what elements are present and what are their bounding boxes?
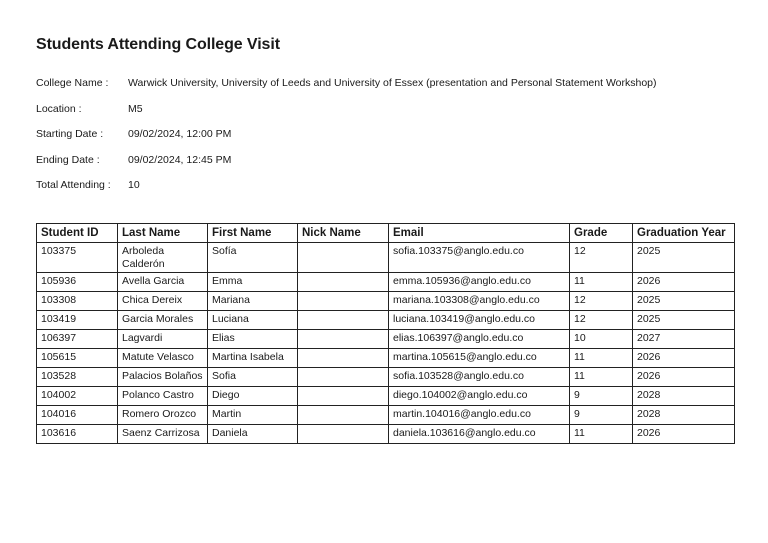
- table-row: [37, 243, 735, 273]
- cell-student-id: 103528: [37, 368, 118, 387]
- table-row: [37, 349, 735, 368]
- cell-graduation-year: 2026: [633, 425, 735, 444]
- cell-nick-name: [298, 387, 389, 406]
- cell-nick-name: [298, 406, 389, 425]
- cell-graduation-year: 2028: [633, 406, 735, 425]
- cell-last-name: Chica Dereix: [118, 292, 208, 311]
- cell-graduation-year: 2026: [633, 349, 735, 368]
- cell-email: martin.104016@anglo.edu.co: [389, 406, 570, 425]
- cell-nick-name: [298, 349, 389, 368]
- meta-value: M5: [128, 102, 143, 115]
- cell-first-name: Emma: [208, 273, 298, 292]
- cell-last-name: Arboleda Calderón: [118, 243, 208, 273]
- cell-grade: 11: [570, 368, 633, 387]
- cell-student-id: 103308: [37, 292, 118, 311]
- cell-student-id: 105615: [37, 349, 118, 368]
- cell-student-id: 106397: [37, 330, 118, 349]
- cell-first-name: Mariana: [208, 292, 298, 311]
- table-row: [37, 273, 735, 292]
- cell-email: sofia.103375@anglo.edu.co: [389, 243, 570, 273]
- cell-grade: 11: [570, 425, 633, 444]
- cell-graduation-year: 2028: [633, 387, 735, 406]
- cell-last-name: Romero Orozco: [118, 406, 208, 425]
- cell-graduation-year: 2026: [633, 273, 735, 292]
- cell-graduation-year: 2025: [633, 311, 735, 330]
- cell-email: elias.106397@anglo.edu.co: [389, 330, 570, 349]
- cell-email: luciana.103419@anglo.edu.co: [389, 311, 570, 330]
- table-row: [37, 406, 735, 425]
- meta-value: Warwick University, University of Leeds and University of Essex (presentation and Personal Statement Workshop): [128, 77, 657, 89]
- cell-first-name: Sofia: [208, 368, 298, 387]
- meta-label: Starting Date :: [36, 128, 104, 141]
- students-table: [36, 223, 735, 444]
- cell-first-name: Martina Isabela: [208, 349, 298, 368]
- cell-first-name: Martin: [208, 406, 298, 425]
- meta-label: College Name :: [36, 77, 109, 89]
- header-first-name: First Name: [208, 224, 298, 243]
- cell-last-name: Polanco Castro: [118, 387, 208, 406]
- cell-email: mariana.103308@anglo.edu.co: [389, 292, 570, 311]
- cell-email: daniela.103616@anglo.edu.co: [389, 425, 570, 444]
- meta-value: 09/02/2024, 12:00 PM: [128, 128, 232, 141]
- cell-first-name: Diego: [208, 387, 298, 406]
- cell-email: emma.105936@anglo.edu.co: [389, 273, 570, 292]
- table-row: [37, 425, 735, 444]
- cell-nick-name: [298, 368, 389, 387]
- meta-row-college-name: [36, 74, 756, 100]
- cell-nick-name: [298, 273, 389, 292]
- table-row: [37, 330, 735, 349]
- cell-student-id: 104002: [37, 387, 118, 406]
- header-graduation-year: Graduation Year: [633, 224, 735, 243]
- cell-graduation-year: 2025: [633, 243, 735, 273]
- cell-email: martina.105615@anglo.edu.co: [389, 349, 570, 368]
- cell-nick-name: [298, 425, 389, 444]
- table-row: [37, 292, 735, 311]
- cell-student-id: 103419: [37, 311, 118, 330]
- table-row: [37, 368, 735, 387]
- cell-grade: 12: [570, 292, 633, 311]
- meta-row-ending-date: [36, 151, 756, 177]
- cell-graduation-year: 2027: [633, 330, 735, 349]
- meta-row-total-attending: [36, 176, 756, 202]
- cell-last-name: Lagvardi: [118, 330, 208, 349]
- cell-student-id: 103616: [37, 425, 118, 444]
- page-title: Students Attending College Visit: [36, 36, 280, 53]
- cell-grade: 9: [570, 406, 633, 425]
- table-row: [37, 387, 735, 406]
- cell-grade: 12: [570, 311, 633, 330]
- header-last-name: Last Name: [118, 224, 208, 243]
- cell-email: diego.104002@anglo.edu.co: [389, 387, 570, 406]
- header-grade: Grade: [570, 224, 633, 243]
- cell-student-id: 104016: [37, 406, 118, 425]
- cell-graduation-year: 2026: [633, 368, 735, 387]
- cell-first-name: Daniela: [208, 425, 298, 444]
- cell-last-name: Avella Garcia: [118, 273, 208, 292]
- cell-nick-name: [298, 311, 389, 330]
- cell-first-name: Elias: [208, 330, 298, 349]
- meta-value: 10: [128, 179, 140, 192]
- cell-first-name: Sofía: [208, 243, 298, 273]
- cell-last-name: Saenz Carrizosa: [118, 425, 208, 444]
- cell-student-id: 103375: [37, 243, 118, 273]
- cell-last-name: Matute Velasco: [118, 349, 208, 368]
- meta-label: Total Attending :: [36, 179, 111, 192]
- meta-row-location: [36, 100, 756, 126]
- cell-nick-name: [298, 243, 389, 273]
- cell-grade: 12: [570, 243, 633, 273]
- cell-nick-name: [298, 292, 389, 311]
- visit-details: [36, 74, 756, 202]
- cell-first-name: Luciana: [208, 311, 298, 330]
- header-email: Email: [389, 224, 570, 243]
- cell-graduation-year: 2025: [633, 292, 735, 311]
- header-student-id: Student ID: [37, 224, 118, 243]
- cell-grade: 11: [570, 273, 633, 292]
- cell-last-name: Garcia Morales: [118, 311, 208, 330]
- header-nick-name: Nick Name: [298, 224, 389, 243]
- cell-nick-name: [298, 330, 389, 349]
- cell-email: sofia.103528@anglo.edu.co: [389, 368, 570, 387]
- meta-label: Location :: [36, 102, 82, 115]
- cell-grade: 10: [570, 330, 633, 349]
- cell-grade: 9: [570, 387, 633, 406]
- cell-grade: 11: [570, 349, 633, 368]
- meta-label: Ending Date :: [36, 153, 100, 166]
- cell-student-id: 105936: [37, 273, 118, 292]
- table-body: [37, 243, 735, 444]
- cell-last-name: Palacios Bolaños: [118, 368, 208, 387]
- table-header-row: [37, 224, 735, 243]
- meta-value: 09/02/2024, 12:45 PM: [128, 153, 232, 166]
- meta-row-starting-date: [36, 125, 756, 151]
- table-row: [37, 311, 735, 330]
